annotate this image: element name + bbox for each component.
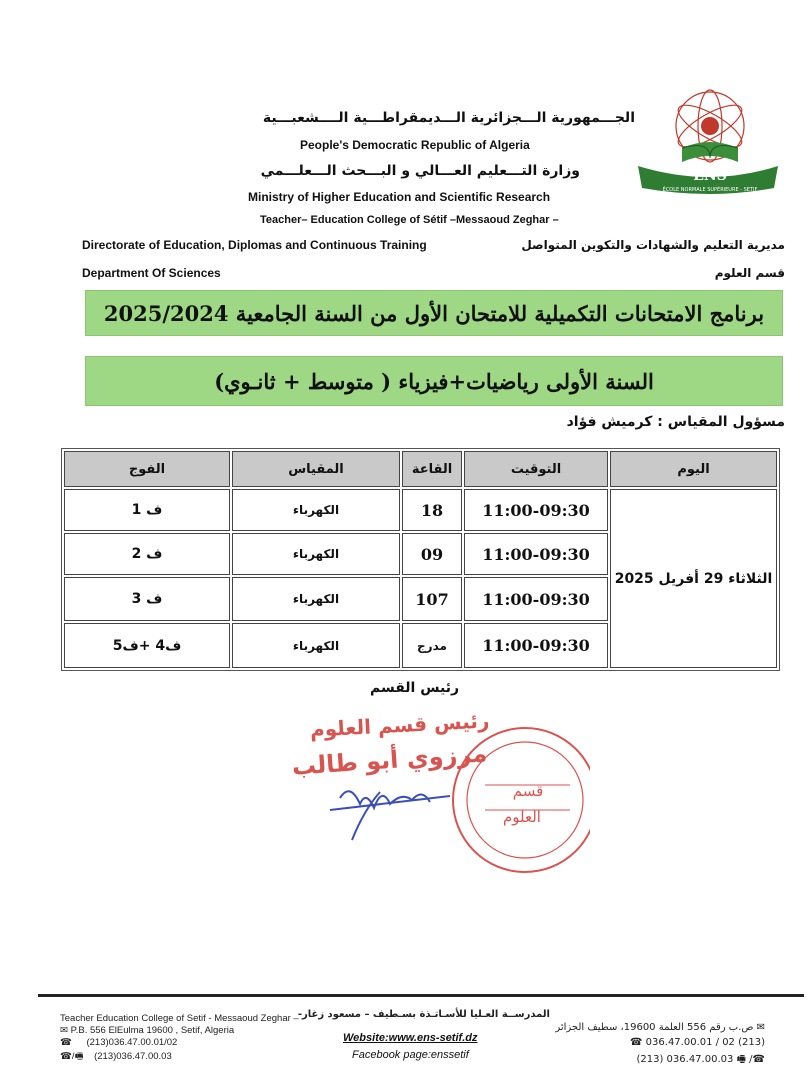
exam-schedule-table	[61, 448, 780, 671]
row1-time	[464, 489, 608, 531]
row3-time-label: 11:00-09:30	[482, 589, 590, 609]
day-label: الثلاثاء 29 أفريل 2025	[614, 570, 773, 587]
row4-time-label: 11:00-09:30	[482, 636, 590, 655]
footer-right-address: ص.ب رقم 556 العلمة 19600، سطيف الجزائر	[555, 1022, 754, 1033]
directorate-en: Directorate of Education, Diplomas and Continuous Training	[82, 238, 427, 252]
stamp-title: رئيس قسم العلوم	[309, 708, 490, 742]
header-day	[610, 451, 777, 487]
day-cell	[610, 489, 777, 668]
directorate-ar: مديرية التعليم والشهادات والتكوين المتواصل	[521, 238, 785, 252]
phone-icon-ar: ☎	[630, 1037, 643, 1048]
header-room-label: القاعة	[411, 461, 453, 477]
official-stamp	[290, 700, 590, 890]
ministry-ar: وزارة التـــعليم العـــالي و البـــحث الـــعلـــمي	[260, 163, 580, 179]
ministry-en: Ministry of Higher Education and Scientific Research	[248, 190, 551, 204]
row1-time-label: 11:00-09:30	[482, 500, 590, 520]
row2-module	[232, 533, 400, 575]
row4-time	[464, 623, 608, 668]
footer-right-phone: 036.47.00.01 / 02 (213)	[645, 1037, 765, 1048]
row2-time	[464, 533, 608, 575]
row3-group	[64, 577, 230, 621]
exam-program-title: برنامج الامتحانات التكميلية للامتحان الأول من السنة الجامعية 2025/2024	[85, 290, 783, 336]
republic-ar: الجـــمهورية الـــجزائرية الـــديمقراطـــية الــــشعبـــية	[262, 110, 635, 126]
fax-icon: ☎/🖷	[60, 1051, 84, 1062]
row1-group	[64, 489, 230, 531]
row1-module	[232, 489, 400, 531]
row4-group-label: ف4 +ف5	[112, 637, 182, 654]
row4-module	[232, 623, 400, 668]
department-chief-label: رئيس القسم	[370, 680, 460, 696]
row3-group-label: ف 3	[131, 591, 163, 607]
row4-room-label: مدرج	[417, 638, 447, 653]
row3-time	[464, 577, 608, 621]
footer-right-line1: المدرســة العـليا للأسـاتـذة بسـطيف – مسعود زغار-	[297, 1009, 550, 1020]
logo-text: ENS	[693, 168, 727, 184]
department-en: Department Of Sciences	[82, 266, 221, 280]
row2-module-label: الكهرباء	[292, 547, 340, 561]
ens-logo	[630, 88, 780, 198]
college-en: Teacher– Education College of Sétif –Messaoud Zeghar –	[260, 214, 559, 226]
row2-group	[64, 533, 230, 575]
header-module-label: المقياس	[288, 461, 344, 477]
row2-time-label: 11:00-09:30	[482, 544, 590, 564]
header-group	[64, 451, 230, 487]
footer-left-phone: (213)036.47.00.01/02	[86, 1037, 178, 1048]
facebook-page[interactable]: Facebook page:enssetif	[352, 1049, 469, 1061]
website-link[interactable]: Website:www.ens-setif.dz	[343, 1032, 478, 1044]
footer-right-line2	[555, 1022, 765, 1033]
phone-icon: ☎	[60, 1037, 72, 1048]
footer-left-line2	[60, 1025, 234, 1036]
header-time	[464, 451, 608, 487]
row2-group-label: ف 2	[131, 546, 163, 562]
row4-room	[402, 623, 462, 668]
level-subtitle: السنة الأولى رياضيات+فيزياء ( متوسط + ثانـوي)	[85, 356, 783, 406]
row2-room	[402, 533, 462, 575]
department-ar: قسم العلوم	[714, 266, 785, 280]
row1-module-label: الكهرباء	[292, 503, 340, 517]
row4-module-label: الكهرباء	[292, 638, 340, 653]
row1-room	[402, 489, 462, 531]
row3-module-label: الكهرباء	[292, 592, 340, 606]
row2-room-label: 09	[420, 544, 444, 564]
republic-en: People's Democratic Republic of Algeria	[300, 138, 530, 152]
footer-left-line1: Teacher Education College of Setif - Messaoud Zeghar –	[60, 1013, 299, 1024]
footer-right-line4	[636, 1052, 765, 1069]
logo-subtext: ÉCOLE NORMALE SUPÉRIEURE - SETIF	[662, 187, 758, 193]
footer-left-line4	[60, 1049, 172, 1065]
row1-room-label: 18	[420, 500, 444, 520]
footer-right-line3	[630, 1037, 765, 1048]
header-day-label: اليوم	[677, 461, 710, 477]
header-module	[232, 451, 400, 487]
row1-group-label: ف 1	[131, 502, 163, 518]
row3-room	[402, 577, 462, 621]
row3-room-label: 107	[415, 589, 449, 609]
module-responsible: مسؤول المقياس : كرميش فؤاد	[566, 414, 785, 430]
header-room	[402, 451, 462, 487]
seal-center-top: قسم	[512, 782, 544, 800]
fax-icon-ar: 🖷 /☎	[736, 1054, 765, 1065]
footer-left-fax: (213)036.47.00.03	[94, 1051, 172, 1062]
row3-module	[232, 577, 400, 621]
mail-icon-ar: ✉	[756, 1022, 765, 1033]
stamp-name: مرزوي أبو طالب	[290, 739, 488, 781]
footer-left-line3	[60, 1037, 177, 1048]
footer-left-address: P.B. 556 ElEulma 19600 , Setif, Algeria	[70, 1025, 235, 1036]
seal-center-bottom: العلوم	[503, 808, 541, 826]
footer-right-fax: (213) 036.47.00.03	[636, 1054, 734, 1065]
footer-divider	[38, 994, 804, 997]
header-group-label: الفوج	[128, 461, 166, 477]
header-time-label: التوقيت	[510, 461, 562, 477]
row4-group	[64, 623, 230, 668]
mail-icon: ✉	[60, 1025, 68, 1036]
